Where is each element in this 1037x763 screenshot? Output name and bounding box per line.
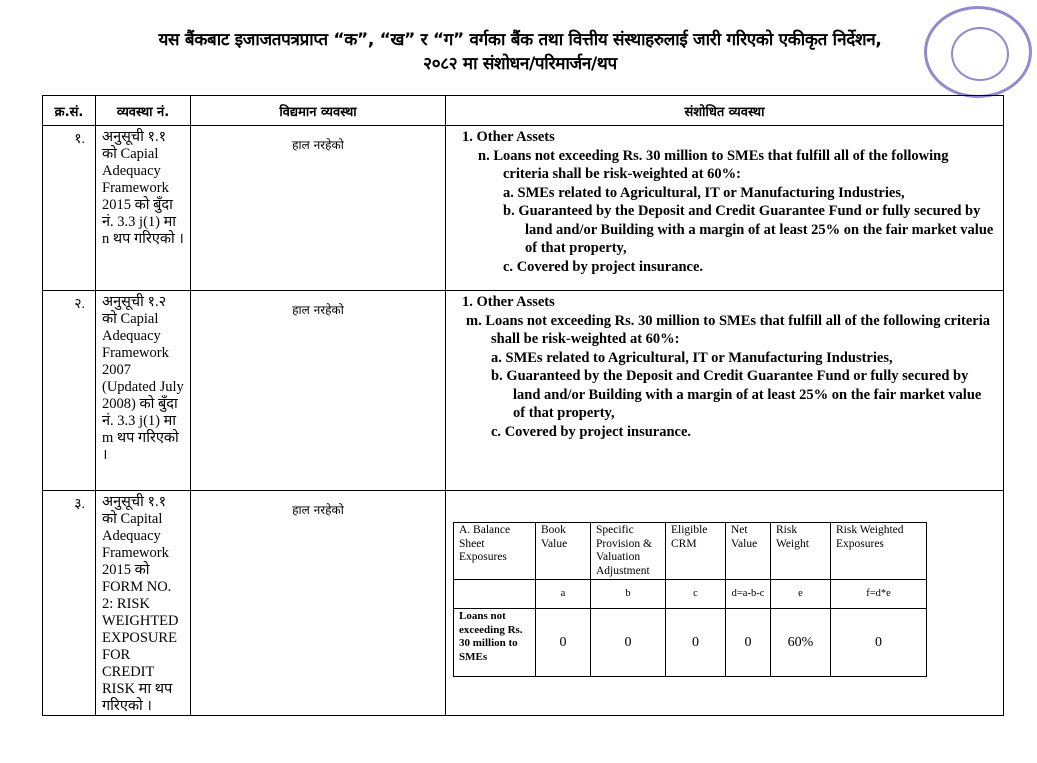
list-item: c. Covered by project insurance. bbox=[491, 423, 692, 440]
item-text: Loans not exceeding Rs. 30 million to SMEs that fulfill all of the following criteria shall be risk-weighted at 60%: bbox=[485, 312, 991, 347]
list-item: a. SMEs related to Agricultural, IT or Manufacturing Industries, bbox=[503, 184, 905, 201]
serial: २. bbox=[43, 291, 96, 491]
table-row bbox=[43, 291, 1004, 491]
formula-cell: d=a-b-c bbox=[726, 580, 771, 609]
formula-cell: f=d*e bbox=[831, 580, 927, 609]
serial: ३. bbox=[43, 491, 96, 716]
section-heading: 1. Other Assets bbox=[462, 294, 555, 310]
header-cell: Book Value bbox=[536, 523, 591, 580]
formula-cell: b bbox=[591, 580, 666, 609]
col-serial: क्र.सं. bbox=[43, 96, 96, 126]
value-cell: 0 bbox=[726, 609, 771, 677]
header-cell: Risk Weight bbox=[771, 523, 831, 580]
row-label: Loans not exceeding Rs. 30 million to SMEs bbox=[454, 609, 536, 677]
list-item: b. Guaranteed by the Deposit and Credit Guarantee Fund or fully secured by land and/or Building with a margin of at least 25% on the fair market value of that property, bbox=[503, 203, 994, 256]
table-header-row bbox=[43, 96, 1004, 126]
value-cell: 0 bbox=[831, 609, 927, 677]
table-row bbox=[43, 126, 1004, 291]
header-cell: Net Value bbox=[726, 523, 771, 580]
risk-weight-table bbox=[453, 522, 927, 677]
serial: १. bbox=[43, 126, 96, 291]
header-cell: A. Balance Sheet Exposures bbox=[454, 523, 536, 580]
list-item: a. SMEs related to Agricultural, IT or Manufacturing Industries, bbox=[491, 349, 893, 366]
document-title bbox=[100, 28, 940, 76]
provision-ref: अनुसूची १.१ को Capital Adequacy Framework 2015 को FORM NO. 2: RISK WEIGHTED EXPOSURE FOR CREDIT RISK मा थप गरिएको । bbox=[96, 491, 191, 716]
title-line-1: यस बैंकबाट इजाजतपत्रप्राप्त “क”, “ख” र “ग” वर्गका बैंक तथा वित्तीय संस्थाहरुलाई जारी गरिएको एकीकृत निर्देशन, bbox=[158, 30, 882, 50]
title-line-2: २०८२ मा संशोधन/परिमार्जन/थप bbox=[423, 54, 617, 74]
formula-cell: c bbox=[666, 580, 726, 609]
data-row bbox=[454, 609, 927, 677]
list-item: b. Guaranteed by the Deposit and Credit Guarantee Fund or fully secured by land and/or Building with a margin of at least 25% on the fair market value of that property, bbox=[491, 368, 982, 421]
list-item: c. Covered by project insurance. bbox=[503, 258, 704, 275]
section-heading: 1. Other Assets bbox=[462, 129, 555, 145]
value-cell: 0 bbox=[666, 609, 726, 677]
header-cell: Specific Provision & Valuation Adjustment bbox=[591, 523, 666, 580]
provision-ref: अनुसूची १.१ को Capial Adequacy Framework 2015 को बुँदा नं. 3.3 j(1) मा n थप गरिएको । bbox=[96, 126, 191, 291]
value-cell: 60% bbox=[771, 609, 831, 677]
item-text: Loans not exceeding Rs. 30 million to SMEs that fulfill all of the following criteria shall be risk-weighted at 60%: bbox=[493, 147, 949, 182]
provision-ref: अनुसूची १.२ को Capial Adequacy Framework 2007 (Updated July 2008) को बुँदा नं. 3.3 j(1) मा m थप गरिएको । bbox=[96, 291, 191, 491]
item-marker: n. bbox=[478, 147, 490, 164]
revised-provision bbox=[446, 126, 1004, 291]
existing-provision: हाल नरहेको bbox=[191, 491, 446, 716]
revised-provision bbox=[446, 291, 1004, 491]
header-cell: Eligible CRM bbox=[666, 523, 726, 580]
col-revised: संशोधित व्यवस्था bbox=[446, 96, 1004, 126]
col-existing: विद्यमान व्यवस्था bbox=[191, 96, 446, 126]
value-cell: 0 bbox=[536, 609, 591, 677]
nepal-rastra-bank-seal bbox=[924, 6, 1032, 98]
risk-table-header bbox=[454, 523, 927, 580]
item-marker: m. bbox=[466, 312, 482, 329]
existing-provision: हाल नरहेको bbox=[191, 126, 446, 291]
formula-cell: e bbox=[771, 580, 831, 609]
existing-provision: हाल नरहेको bbox=[191, 291, 446, 491]
formula-row bbox=[454, 580, 927, 609]
value-cell: 0 bbox=[591, 609, 666, 677]
formula-cell: a bbox=[536, 580, 591, 609]
blank-cell bbox=[454, 580, 536, 609]
col-provision-no: व्यवस्था नं. bbox=[96, 96, 191, 126]
header-cell: Risk Weighted Exposures bbox=[831, 523, 927, 580]
